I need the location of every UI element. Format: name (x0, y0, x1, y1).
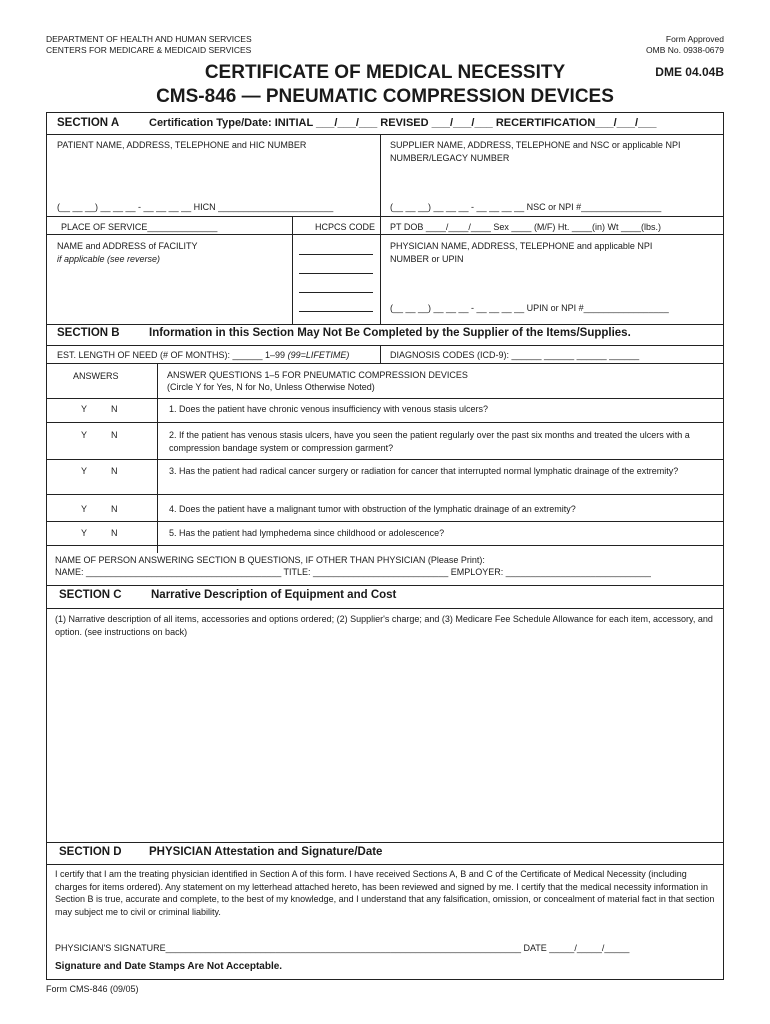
hcpcs-blank-3[interactable] (299, 292, 373, 293)
question-2: 2. If the patient has venous stasis ulcers, have you seen the patient regularly over the past six months and treated the ulcers with a compression bandage system or compression garment? (169, 430, 690, 453)
pt-dob-line[interactable]: PT DOB ____/____/____ Sex ____ (M/F) Ht. ____(in) Wt ____(lbs.) (390, 222, 661, 232)
dme-code: DME 04.04B (655, 65, 724, 79)
narrative-area[interactable] (47, 641, 723, 841)
facility-sublabel: if applicable (see reverse) (57, 254, 161, 264)
hcpcs-blank-4[interactable] (299, 311, 373, 312)
section-c-label: SECTION C (59, 589, 122, 601)
answers-instruction: ANSWER QUESTIONS 1–5 FOR PNEUMATIC COMPRESSION DEVICES (167, 370, 468, 380)
section-d-heading: PHYSICIAN Attestation and Signature/Date (149, 846, 383, 858)
section-a-label: SECTION A (57, 117, 120, 129)
q1-yes[interactable]: Y (81, 404, 88, 414)
section-b-heading: Information in this Section May Not Be Completed by the Supplier of the Items/Supplies. (149, 327, 631, 339)
q4-yes[interactable]: Y (81, 504, 88, 514)
lifetime-note: (99=LIFETIME) (287, 350, 350, 360)
q1-no[interactable]: N (111, 404, 118, 414)
hcpcs-blank-2[interactable] (299, 273, 373, 274)
supplier-phone-nsc[interactable]: (__ __ __) __ __ __ - __ __ __ __ NSC or NPI #________________ (390, 202, 662, 212)
question-3: 3. Has the patient had radical cancer surgery or radiation for cancer that interrupted normal lymphatic drainage of the extremity? (169, 466, 679, 476)
name-person-label: NAME OF PERSON ANSWERING SECTION B QUESTIONS, IF OTHER THAN PHYSICIAN (Please Print): (55, 555, 485, 565)
form-subtitle: CMS-846 — PNEUMATIC COMPRESSION DEVICES (156, 86, 614, 107)
physician-phone-upin[interactable]: (__ __ __) __ __ __ - __ __ __ __ UPIN or NPI #_________________ (390, 303, 669, 313)
attestation-text: I certify that I am the treating physician identified in Section A of this form. I have received Sections A, B and C of the Certificate of Medical Necessity (including charges for items ordered). Any statement on my letterhead attached hereto, has been reviewed and signed by me. I certify that the medical necessity information in Section B is true, accurate and complete, to the best of my knowledge, and I understand that any falsification, omission, or concealment of material fact in that section may subject me to civil or criminal liability. (55, 869, 715, 917)
question-4: 4. Does the patient have a malignant tumor with obstruction of the lymphatic drainage of an extremity? (169, 504, 576, 514)
section-b-label: SECTION B (57, 327, 120, 339)
physician-label: PHYSICIAN NAME, ADDRESS, TELEPHONE and applicable NPI NUMBER or UPIN (390, 241, 653, 264)
facility-label: NAME and ADDRESS of FACILITY (57, 241, 198, 251)
certification-line[interactable]: Certification Type/Date: INITIAL ___/___/___ REVISED ___/___/___ RECERTIFICATION___/___/___ (149, 117, 657, 129)
hcpcs-code-label: HCPCS CODE (315, 222, 376, 232)
name-title-employer-line[interactable]: NAME: _______________________________________ TITLE: ___________________________ EMPLOYER: _____________________________ (55, 567, 651, 577)
diagnosis-codes[interactable]: DIAGNOSIS CODES (ICD-9): ______ ______ ______ ______ (390, 350, 640, 360)
question-5: 5. Has the patient had lymphedema since childhood or adolescence? (169, 528, 445, 538)
omb-number: OMB No. 0938-0679 (646, 45, 724, 55)
form-approved: Form Approved (665, 34, 724, 44)
section-d-label: SECTION D (59, 846, 122, 858)
form-body (46, 112, 724, 980)
q2-yes[interactable]: Y (81, 430, 88, 440)
est-length-text: EST. LENGTH OF NEED (# OF MONTHS): ______ 1–99 (57, 350, 286, 360)
form-number-footer: Form CMS-846 (09/05) (46, 984, 139, 994)
supplier-label: SUPPLIER NAME, ADDRESS, TELEPHONE and NSC or applicable NPI NUMBER/LEGACY NUMBER (390, 140, 681, 163)
form-title: CERTIFICATE OF MEDICAL NECESSITY (204, 62, 566, 83)
physician-signature-line[interactable]: PHYSICIAN'S SIGNATURE_______________________________________________________________________ DATE _____/_____/_____ (55, 943, 630, 953)
q4-no[interactable]: N (111, 504, 118, 514)
section-c-instructions: (1) Narrative description of all items, accessories and options ordered; (2) Supplier's charge; and (3) Medicare Fee Schedule Allowance for each item, accessory, and option. (see instructions on back) (55, 614, 713, 637)
question-1: 1. Does the patient have chronic venous insufficiency with venous stasis ulcers? (169, 404, 489, 414)
q5-yes[interactable]: Y (81, 528, 88, 538)
hcpcs-blank-1[interactable] (299, 254, 373, 255)
answers-instruction-2: (Circle Y for Yes, N for No, Unless Otherwise Noted) (167, 382, 375, 392)
patient-phone-hicn[interactable]: (__ __ __) __ __ __ - __ __ __ __ HICN _______________________ (57, 202, 334, 212)
patient-label: PATIENT NAME, ADDRESS, TELEPHONE and HIC NUMBER (57, 140, 307, 150)
q3-yes[interactable]: Y (81, 466, 88, 476)
place-of-service[interactable]: PLACE OF SERVICE______________ (61, 222, 218, 232)
est-length-of-need[interactable] (57, 349, 349, 361)
answers-header: ANSWERS (73, 371, 119, 381)
stamp-notice: Signature and Date Stamps Are Not Acceptable. (55, 961, 283, 972)
q5-no[interactable]: N (111, 528, 118, 538)
q3-no[interactable]: N (111, 466, 118, 476)
q2-no[interactable]: N (111, 430, 118, 440)
agency-name: CENTERS FOR MEDICARE & MEDICAID SERVICES (46, 45, 252, 55)
section-c-heading: Narrative Description of Equipment and Cost (151, 589, 397, 601)
department-name: DEPARTMENT OF HEALTH AND HUMAN SERVICES (46, 34, 252, 44)
